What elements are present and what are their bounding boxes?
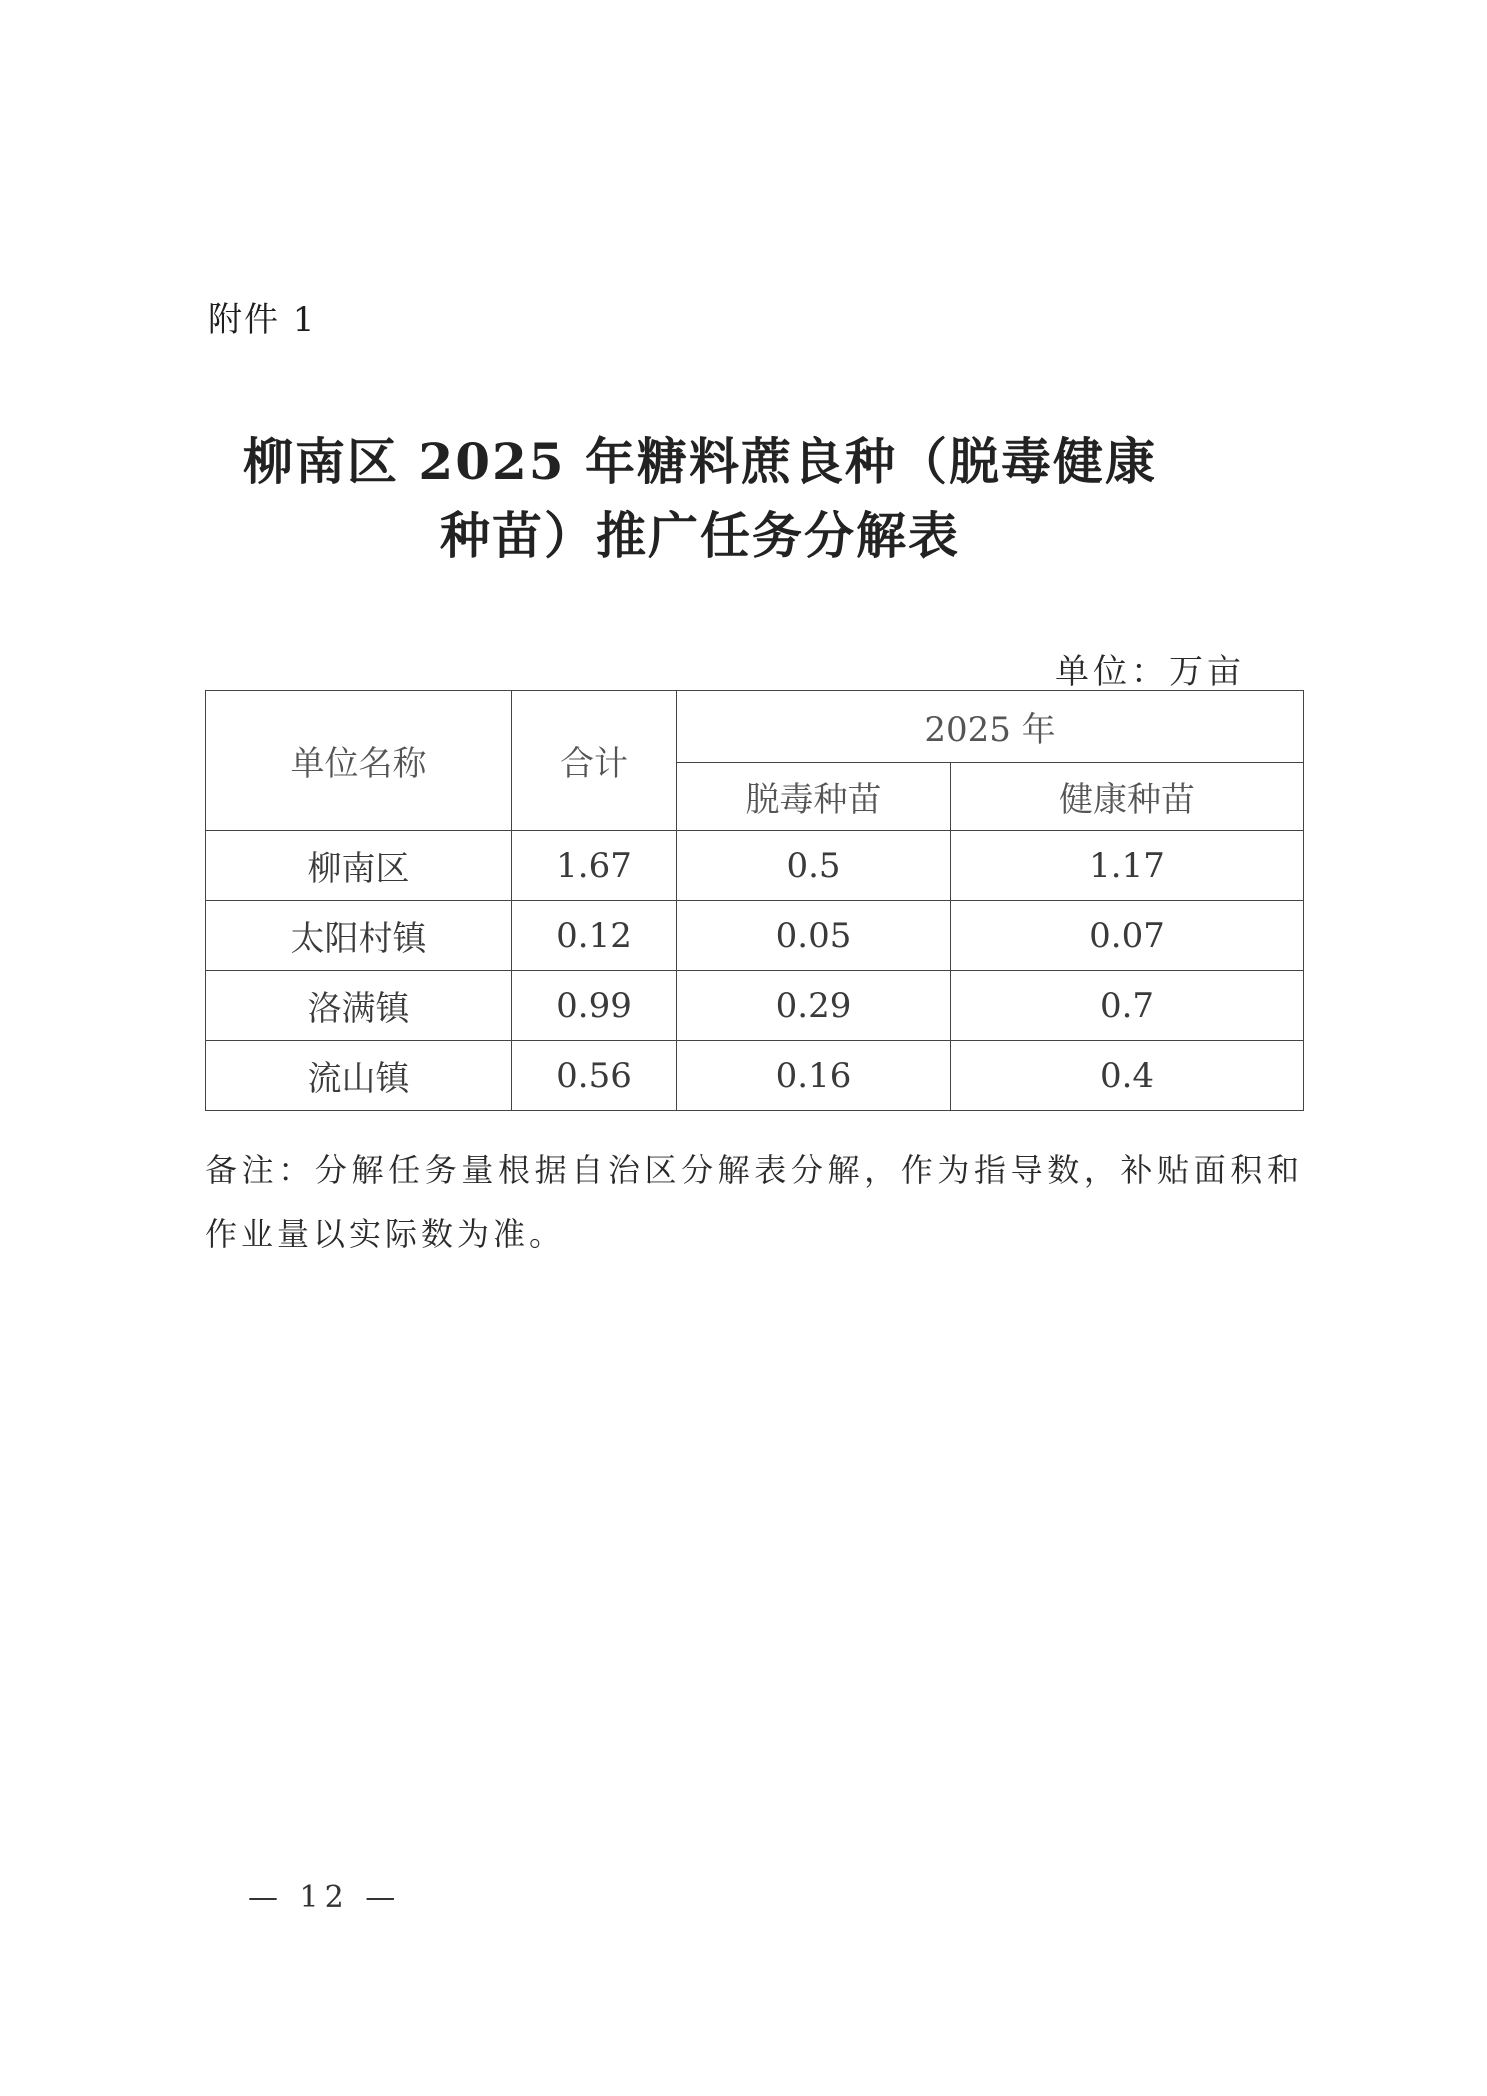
cell-virus-free: 0.29 — [677, 971, 951, 1041]
cell-name: 柳南区 — [206, 831, 512, 901]
unit-label: 单位：万亩 — [1055, 652, 1245, 692]
document-title-line-1: 柳南区 2025 年糖料蔗良种（脱毒健康 — [243, 432, 1157, 491]
table-row — [206, 971, 1304, 1041]
cell-name: 流山镇 — [206, 1041, 512, 1111]
cell-healthy: 1.17 — [951, 831, 1304, 901]
header-virus-free-seedlings: 脱毒种苗 — [677, 763, 951, 831]
cell-name: 太阳村镇 — [206, 901, 512, 971]
header-unit-name: 单位名称 — [206, 691, 512, 831]
cell-total: 0.56 — [512, 1041, 677, 1111]
cell-total: 0.12 — [512, 901, 677, 971]
header-healthy-seedlings: 健康种苗 — [951, 763, 1304, 831]
table-row — [206, 831, 1304, 901]
cell-virus-free: 0.05 — [677, 901, 951, 971]
cell-healthy: 0.7 — [951, 971, 1304, 1041]
page-number: — 12 — — [248, 1880, 402, 1915]
cell-total: 1.67 — [512, 831, 677, 901]
document-title-line-2: 种苗）推广任务分解表 — [440, 506, 960, 565]
attachment-label: 附件 1 — [208, 300, 317, 340]
cell-name: 洛满镇 — [206, 971, 512, 1041]
cell-virus-free: 0.16 — [677, 1041, 951, 1111]
header-year: 2025 年 — [677, 691, 1304, 763]
cell-healthy: 0.4 — [951, 1041, 1304, 1111]
table-row — [206, 1041, 1304, 1111]
header-total: 合计 — [512, 691, 677, 831]
cell-virus-free: 0.5 — [677, 831, 951, 901]
task-breakdown-table — [205, 690, 1304, 1111]
table-row — [206, 901, 1304, 971]
cell-total: 0.99 — [512, 971, 677, 1041]
cell-healthy: 0.07 — [951, 901, 1304, 971]
table-note: 备注：分解任务量根据自治区分解表分解，作为指导数，补贴面积和作业量以实际数为准。 — [205, 1151, 1303, 1253]
